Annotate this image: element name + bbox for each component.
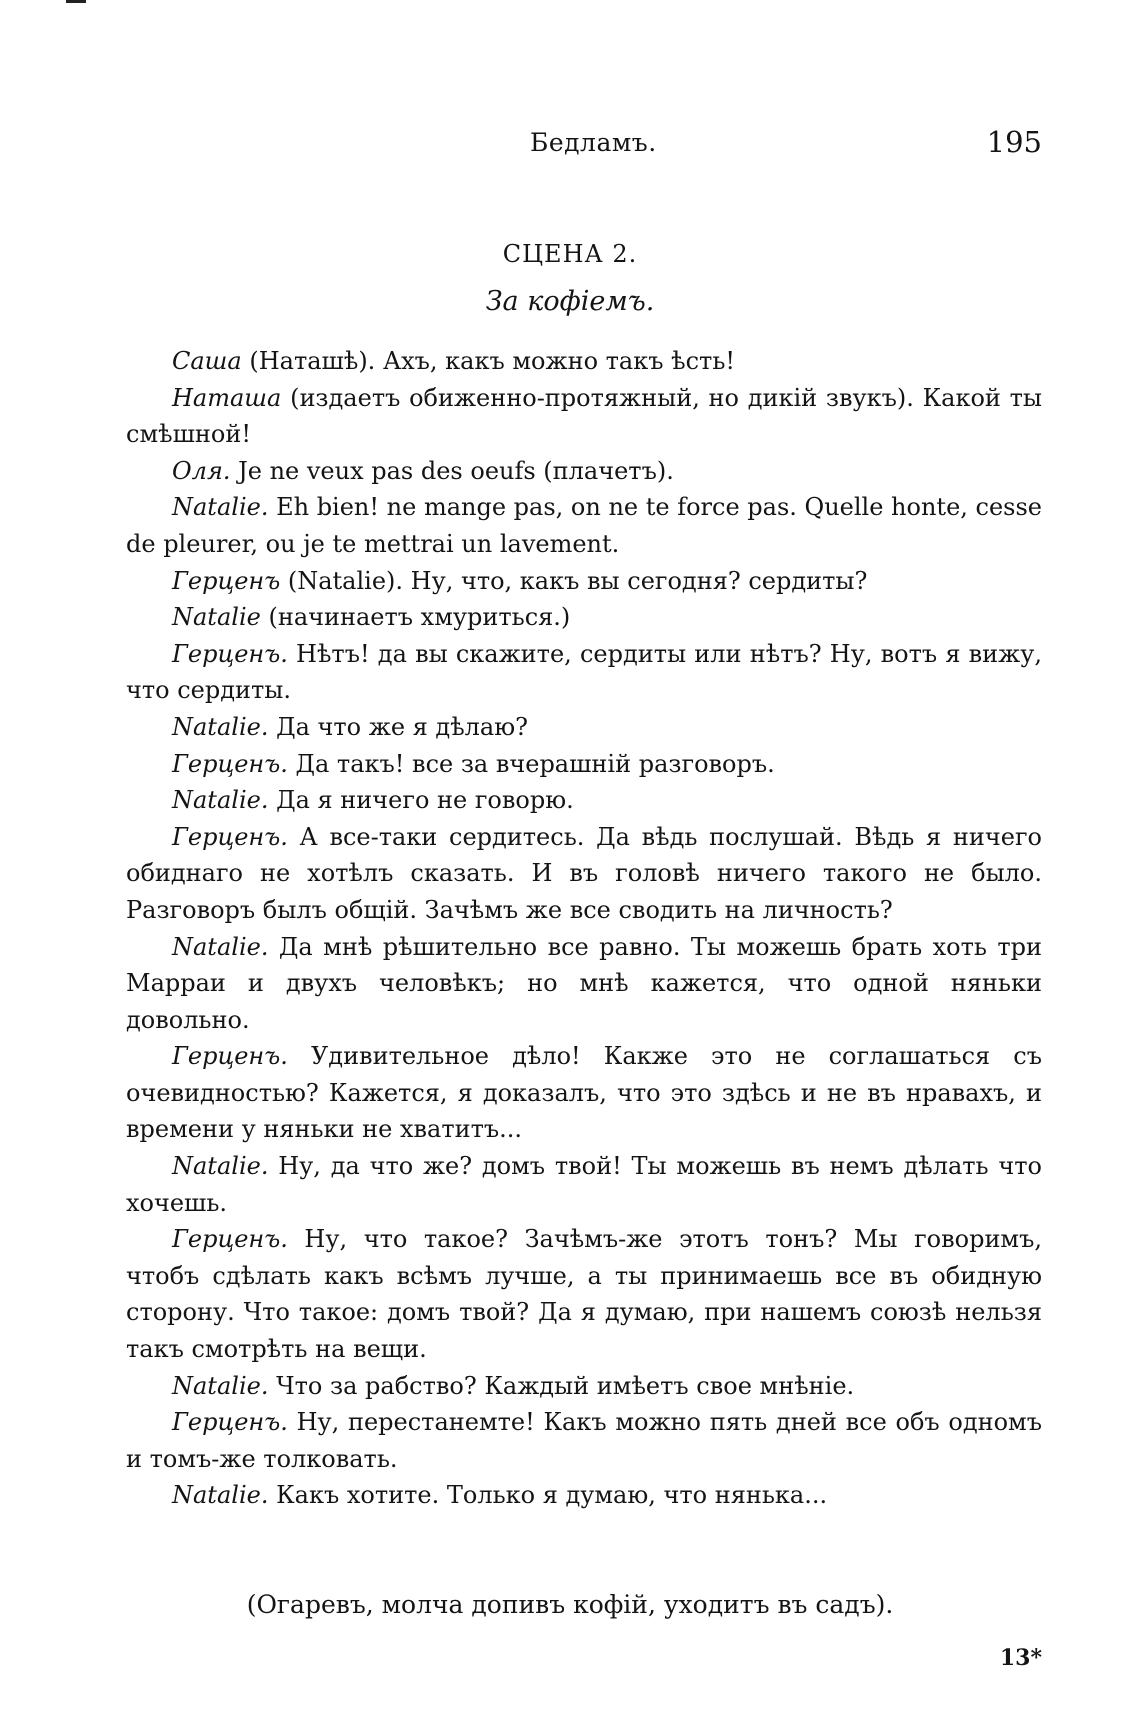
- speaker-name: Герценъ: [172, 566, 281, 595]
- speaker-name: Natalie.: [172, 493, 269, 522]
- line-text: Удивительное дѣло! Какже это не соглашаться съ очевидностью? Кажется, я доказалъ, что это здѣсь и не въ нравахъ, и времени у няньки не хватитъ...: [126, 1042, 1042, 1144]
- dialogue-line: [126, 563, 1042, 600]
- speaker-name: Оля.: [172, 456, 231, 485]
- speaker-name: Natalie.: [172, 1371, 269, 1400]
- dialogue-line: [126, 599, 1042, 636]
- line-text: Да такъ! все за вчерашній разговоръ.: [287, 749, 775, 778]
- signature-mark: 13*: [999, 1645, 1042, 1671]
- line-text: Ну, что такое? Зачѣмъ-же этотъ тонъ? Мы говоримъ, чтобъ сдѣлать какъ всѣмъ лучше, а ты принимаешь все въ обидную сторону. Что такое: домъ твой? Да я думаю, при нашемъ союзѣ нельзя такъ смотрѣть на вещи.: [126, 1225, 1042, 1364]
- line-text: (Natalie). Ну, что, какъ вы сегодня? сердиты?: [280, 566, 868, 595]
- dialogue-line: [126, 746, 1042, 783]
- line-text: (Наташѣ). Ахъ, какъ можно такъ ѣсть!: [241, 347, 736, 375]
- stage-direction: (Огаревъ, молча допивъ кофій, уходитъ въ садъ).: [246, 1590, 894, 1619]
- line-text: Ну, да что же? домъ твой! Ты можешь въ немъ дѣлать что хочешь.: [126, 1152, 1042, 1217]
- line-text: Какъ хотите. Только я думаю, что нянька...: [268, 1481, 828, 1510]
- dialogue-line: [126, 1148, 1042, 1221]
- dialogue-line: [126, 343, 1042, 380]
- speaker-name: Саша: [172, 347, 242, 375]
- page-number: 195: [986, 125, 1042, 159]
- line-text: Нѣтъ! да вы скажите, сердиты или нѣтъ? Ну, вотъ я вижу, что сердиты.: [126, 639, 1042, 705]
- speaker-name: Герценъ.: [172, 749, 288, 778]
- dialogue-line: [126, 709, 1042, 746]
- speaker-name: Герценъ.: [172, 822, 288, 851]
- dialogue-line: [126, 1404, 1042, 1477]
- play-body: [126, 343, 1042, 1514]
- scene-title: СЦЕНА 2.: [502, 240, 638, 268]
- speaker-name: Natalie: [172, 603, 261, 632]
- line-text: Да мнѣ рѣшительно все равно. Ты можешь брать хоть три Марраи и двухъ человѣкъ; но мнѣ кажется, что одной няньки довольно.: [126, 932, 1042, 1034]
- scene-subtitle: За кофіемъ.: [485, 286, 655, 317]
- line-text: Ну, перестанемте! Какъ можно пять дней все объ одномъ и томъ-же толковать.: [126, 1408, 1042, 1473]
- dialogue-line: [126, 636, 1042, 709]
- speaker-name: Natalie.: [172, 932, 269, 961]
- line-text: Да я ничего не говорю.: [268, 786, 574, 815]
- line-text: А все-таки сердитесь. Да вѣдь послушай. Вѣдь я ничего обиднаго не хотѣлъ сказать. И въ головѣ ничего такого не было. Разговоръ былъ общій. Зачѣмъ же все сводить на личность?: [126, 822, 1042, 924]
- dialogue-line: [126, 819, 1042, 929]
- speaker-name: Natalie.: [172, 1152, 269, 1181]
- dialogue-line: [126, 453, 1042, 490]
- line-text: Eh bien! ne mange pas, on ne te force pas. Quelle honte, cesse de pleurer, ou je te mettrai un lavement.: [126, 493, 1043, 558]
- dialogue-line: [126, 1477, 1042, 1514]
- corner-mark: [66, 0, 86, 3]
- dialogue-line: [126, 1221, 1042, 1367]
- line-text: Что за рабство? Каждый имѣетъ свое мнѣніе.: [268, 1371, 855, 1400]
- running-title: Бедламъ.: [530, 128, 657, 157]
- speaker-name: Герценъ.: [172, 639, 288, 668]
- line-text: (начинаетъ хмуриться.): [260, 603, 571, 632]
- speaker-name: Natalie.: [172, 786, 269, 815]
- speaker-name: Герценъ.: [172, 1042, 288, 1071]
- speaker-name: Герценъ.: [172, 1408, 288, 1437]
- dialogue-line: [126, 489, 1042, 562]
- dialogue-line: [126, 1038, 1042, 1148]
- line-text: Je ne veux pas des oeufs (плачетъ).: [230, 456, 674, 485]
- dialogue-line: [126, 1368, 1042, 1405]
- line-text: Да что же я дѣлаю?: [268, 712, 528, 741]
- dialogue-line: [126, 929, 1042, 1039]
- speaker-name: Natalie.: [172, 1481, 269, 1510]
- dialogue-line: [126, 782, 1042, 819]
- running-head: [0, 125, 1140, 168]
- speaker-name: Наташа: [172, 383, 282, 412]
- speaker-name: Герценъ.: [172, 1225, 288, 1254]
- speaker-name: Natalie.: [172, 712, 269, 741]
- dialogue-line: [126, 380, 1042, 453]
- line-text: (издаетъ обиженно-протяжный, но дикій звукъ). Какой ты смѣшной!: [126, 383, 1042, 449]
